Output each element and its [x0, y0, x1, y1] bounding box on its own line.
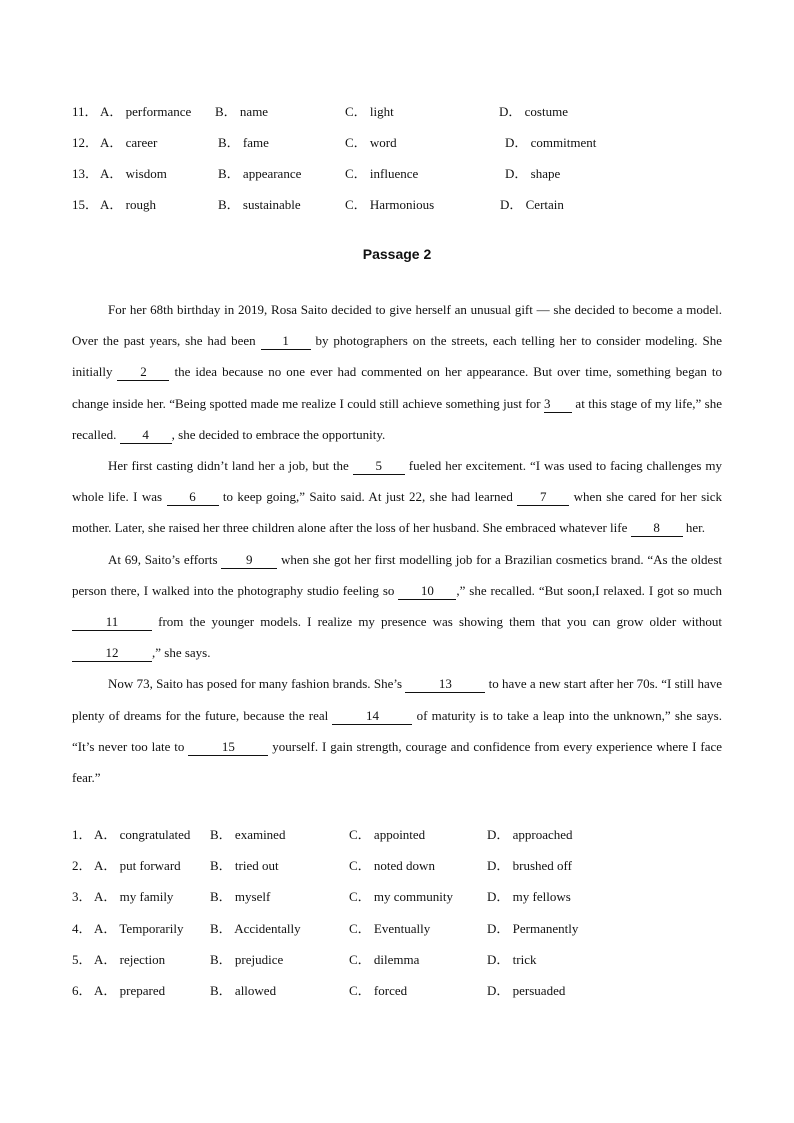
option-a: A． wisdom	[100, 166, 167, 181]
option-a: A． rejection	[94, 952, 166, 967]
passage-text: to have a new start after her 70s. “I still have plenty of dreams for the future, because the real	[72, 676, 722, 723]
blank-6: 6	[167, 489, 219, 506]
blank-7: 7	[517, 489, 569, 506]
option-b: B． sustainable	[218, 197, 301, 212]
blank-11: 11	[72, 614, 152, 631]
option-b: B． allowed	[210, 983, 277, 998]
option-c: C． Harmonious	[345, 197, 435, 212]
passage-text: ,” she recalled. “But soon,I relaxed. I got so much	[456, 582, 722, 598]
option-d: D． Permanently	[487, 921, 579, 936]
blank-10: 10	[398, 583, 456, 600]
option-b: B． tried out	[210, 858, 279, 873]
passage-title: Passage 2	[362, 246, 432, 262]
question-number: 12．	[72, 135, 99, 150]
blank-14: 14	[332, 708, 412, 725]
passage-text: of maturity is to take a leap into the unknown,” she says. “It’s never too late to	[72, 707, 722, 754]
passage-text: For her 68th birthday in 2019, Rosa Saito decided to give herself an unusual gift — she decided to become a model. Over the past years, she had been	[72, 302, 722, 349]
option-b: B． fame	[218, 135, 269, 150]
paragraph-3	[72, 544, 722, 669]
option-d: D． commitment	[505, 135, 597, 150]
passage-text: from the younger models. I realize my presence was showing them that you can grow older without	[152, 614, 722, 630]
option-b: B． myself	[210, 889, 271, 904]
option-a: A． performance	[100, 104, 192, 119]
question-number: 3．	[72, 889, 92, 904]
option-a: A． put forward	[94, 858, 181, 873]
question-number: 11．	[72, 104, 98, 119]
question-number: 6．	[72, 983, 92, 998]
blank-2: 2	[117, 364, 169, 381]
passage-text: by photographers on the streets, each telling her to consider modeling. She initially	[72, 333, 722, 380]
passage-text: Her first casting didn’t land her a job, but the	[108, 458, 353, 474]
blank-5: 5	[353, 458, 405, 475]
option-a: A． career	[100, 135, 158, 150]
question-number: 4．	[72, 921, 92, 936]
passage-text: ,” she says.	[152, 645, 211, 661]
option-d: D． my fellows	[487, 889, 571, 904]
option-c: C． appointed	[349, 827, 426, 842]
option-c: C． my community	[349, 889, 454, 904]
option-d: D． persuaded	[487, 983, 566, 998]
option-c: C． dilemma	[349, 952, 420, 967]
passage-text: yourself. I gain strength, courage and confidence from every experience where I face fear.”	[72, 738, 723, 786]
passage-text: , she decided to embrace the opportunity.	[171, 426, 386, 442]
question-number: 15．	[72, 197, 99, 212]
option-a: A． Temporarily	[94, 921, 184, 936]
option-d: D． Certain	[500, 197, 564, 212]
option-c: C． forced	[349, 983, 408, 998]
passage-text: at this stage of my life,” she recalled.	[72, 395, 722, 442]
blank-15: 15	[188, 739, 268, 756]
passage-text: her.	[682, 520, 706, 536]
option-b: B． name	[215, 104, 269, 119]
option-b: B． appearance	[218, 166, 302, 181]
option-a: A． rough	[100, 197, 156, 212]
option-b: B． examined	[210, 827, 286, 842]
option-b: B． Accidentally	[210, 921, 301, 936]
option-a: A． congratulated	[94, 827, 191, 842]
paragraph-2	[72, 450, 722, 544]
option-a: A． my family	[94, 889, 174, 904]
passage-text: Now 73, Saito has posed for many fashion brands. She’s	[108, 676, 406, 692]
blank-3: 3	[544, 396, 572, 413]
paragraph-4	[72, 668, 722, 793]
option-d: D． trick	[487, 952, 537, 967]
option-b: B． prejudice	[210, 952, 284, 967]
paragraph-1	[72, 294, 722, 450]
passage-text: when she cared for her sick mother. Later, she raised her three children alone after the loss of her husband. She embraced whatever life	[72, 489, 723, 536]
blank-8: 8	[631, 520, 683, 537]
blank-1: 1	[261, 333, 311, 350]
option-d: D． approached	[487, 827, 573, 842]
passage-text: At 69, Saito’s efforts	[108, 551, 222, 567]
option-c: C． light	[345, 104, 394, 119]
passage-text: the idea because no one ever had commented on her appearance. But over time, something began to change inside her. “Being spotted made me realize I could still achieve something just for	[72, 364, 722, 411]
option-d: D． shape	[505, 166, 561, 181]
option-d: D． brushed off	[487, 858, 572, 873]
option-a: A． prepared	[94, 983, 166, 998]
option-c: C． Eventually	[349, 921, 431, 936]
passage-text: when she got her first modelling job for a Brazilian cosmetics brand. “As the oldest person there, I walked into the photography studio feeling so	[72, 551, 723, 598]
question-number: 13．	[72, 166, 99, 181]
passage-body	[72, 294, 722, 793]
blank-13: 13	[405, 676, 485, 693]
option-c: C． noted down	[349, 858, 435, 873]
option-d: D． costume	[499, 104, 568, 119]
question-number: 2．	[72, 858, 92, 873]
passage-text: fueled her excitement. “I was used to facing challenges my whole life. I was	[72, 458, 722, 505]
blank-12: 12	[72, 645, 152, 662]
option-c: C． influence	[345, 166, 419, 181]
passage-text: to keep going,” Saito said. At just 22, she had learned	[218, 489, 518, 505]
blank-4: 4	[120, 427, 172, 444]
question-number: 5．	[72, 952, 92, 967]
option-c: C． word	[345, 135, 397, 150]
blank-9: 9	[221, 552, 277, 569]
question-number: 1．	[72, 827, 92, 842]
